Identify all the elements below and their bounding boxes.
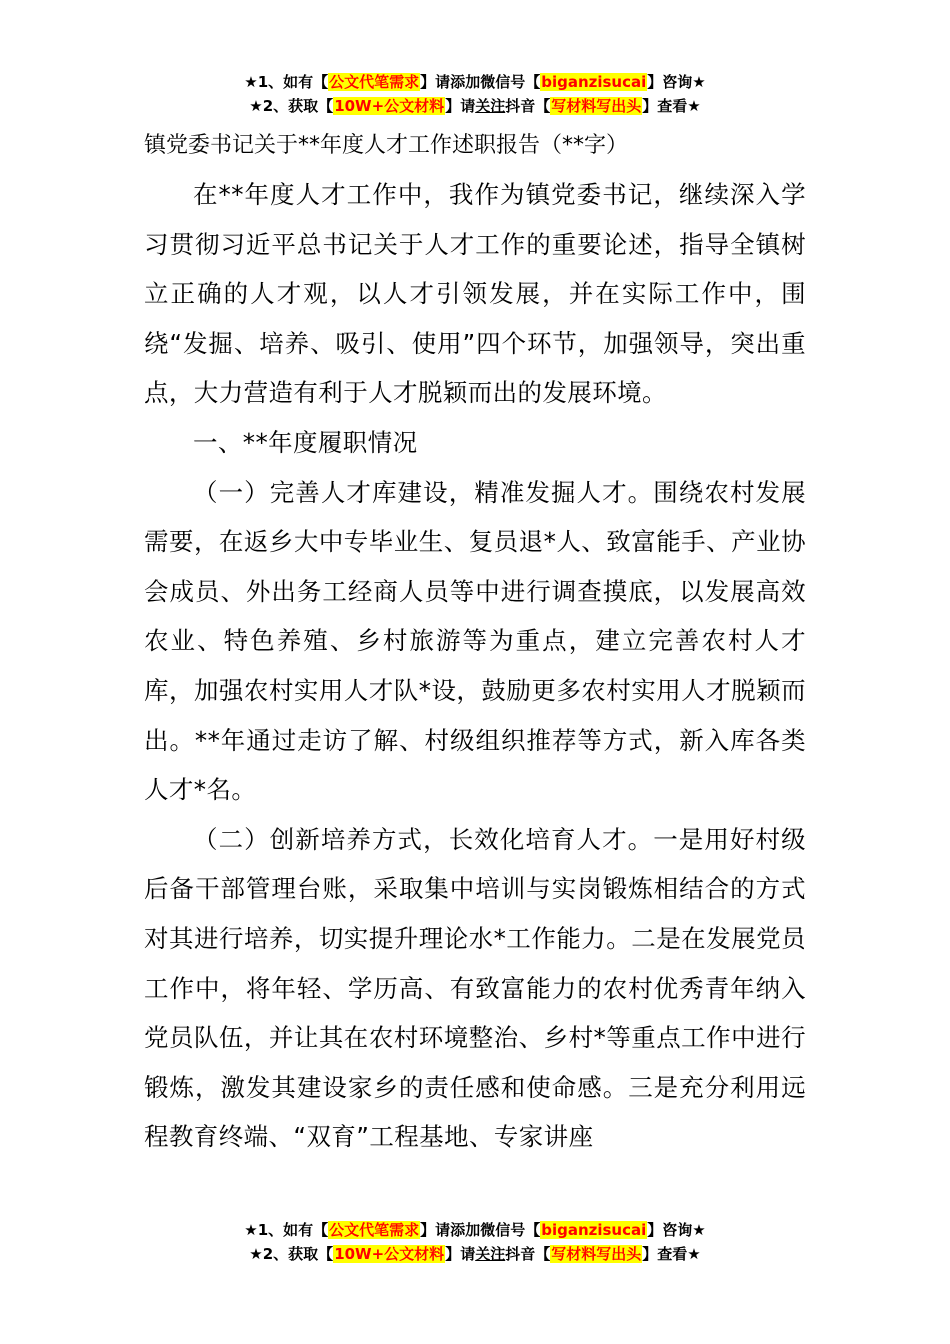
document-title: 镇党委书记关于**年度人才工作述职报告（**字）: [144, 133, 629, 158]
banner-line-1: ★1、如有【公文代笔需求】请添加微信号【biganzisucai】咨询★: [244, 73, 706, 91]
banner-highlight-wechat-id: biganzisucai: [541, 73, 647, 91]
banner-highlight-service: 公文代笔需求: [329, 73, 420, 91]
paragraph-intro: 在**年度人才工作中，我作为镇党委书记，继续深入学习贯彻习近平总书记关于人才工作的重要论述，指导全镇树立正确的人才观，以人才引领发展，并在实际工作中，围绕“发掘、培养、吸引、使用”四个环节，加强领导，突出重点，大力营造有利于人才脱颖而出的发展环境。: [144, 180, 806, 408]
paragraph-section-2: （二）创新培养方式，长效化培育人才。一是用好村级后备干部管理台账，采取集中培训与实岗锻炼相结合的方式对其进行培养，切实提升理论水*工作能力。二是在发展党员工作中，将年轻、学历高、有致富能力的农村优秀青年纳入党员队伍，并让其在农村环境整治、乡村*等重点工作中进行锻炼，激发其建设家乡的责任感和使命感。三是充分利用远程教育终端、“双育”工程基地、专家讲座: [144, 824, 806, 1152]
footer-highlight-service: 公文代笔需求: [329, 1221, 420, 1239]
banner-line-2: ★2、获取【10W+公文材料】请关注抖音【写材料写出头】查看★: [249, 97, 701, 115]
footer-banner-line-1: ★1、如有【公文代笔需求】请添加微信号【biganzisucai】咨询★: [244, 1221, 706, 1239]
header-banner: [0, 70, 950, 118]
footer-highlight-wechat-id: biganzisucai: [541, 1221, 647, 1239]
paragraph-section-1: （一）完善人才库建设，精准发掘人才。围绕农村发展需要，在返乡大中专毕业生、复员退*人、致富能手、产业协会成员、外出务工经商人员等中进行调查摸底，以发展高效农业、特色养殖、乡村旅游等为重点，建立完善农村人才库，加强农村实用人才队*设，鼓励更多农村实用人才脱颖而出。**年通过走访了解、村级组织推荐等方式，新入库各类人才*名。: [144, 477, 806, 805]
footer-banner-line-2: ★2、获取【10W+公文材料】请关注抖音【写材料写出头】查看★: [249, 1245, 701, 1263]
footer-banner: [0, 1218, 950, 1266]
banner-highlight-douyin: 写材料写出头: [551, 97, 642, 115]
section-heading: 一、**年度履职情况: [193, 427, 418, 457]
banner-highlight-materials: 10W+公文材料: [334, 97, 445, 115]
footer-highlight-douyin: 写材料写出头: [551, 1245, 642, 1263]
document-body: [144, 122, 806, 1162]
footer-highlight-materials: 10W+公文材料: [334, 1245, 445, 1263]
